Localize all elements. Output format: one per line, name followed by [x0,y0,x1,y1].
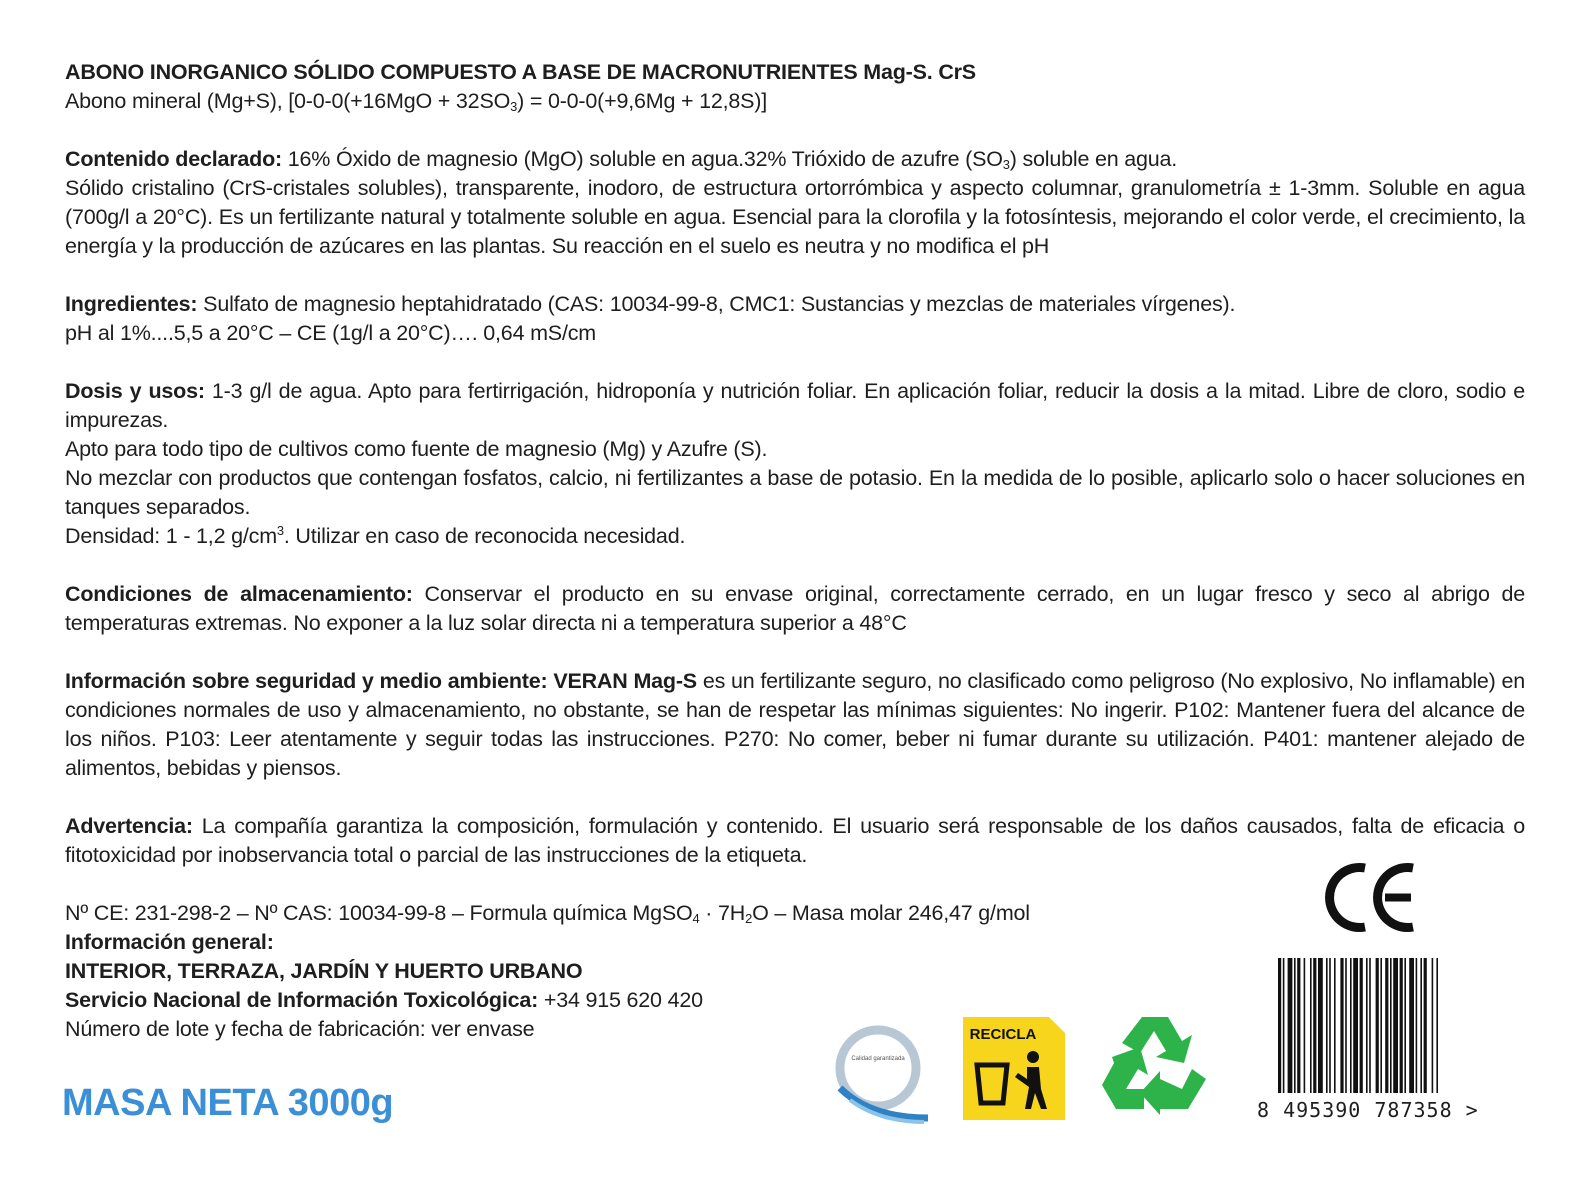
ingredientes-label: Ingredientes: [65,292,198,316]
product-title: ABONO INORGANICO SÓLIDO COMPUESTO A BASE DE MACRONUTRIENTES Mag-S. CrS [65,60,976,84]
info-general-places: INTERIOR, TERRAZA, JARDÍN Y HUERTO URBANO [65,959,583,983]
quality-logo-icon [830,1018,930,1124]
contenido-label: Contenido declarado: [65,147,282,171]
advertencia-label: Advertencia: [65,814,193,838]
dosis-cultivos: Apto para todo tipo de cultivos como fuente de magnesio (Mg) y Azufre (S). [65,437,768,461]
label-text-block [65,58,1525,1044]
advertencia: Advertencia: La compañía garantiza la composición, formulación y contenido. El usuario será responsable de los daños causados, falta de eficacia o fitotoxicidad por inobservancia total o parcial de las instrucciones de la etiqueta. [65,814,1525,867]
ph-ce: pH al 1%....5,5 a 20°C – CE (1g/l a 20°C)…. 0,64 mS/cm [65,321,596,345]
dosis-label: Dosis y usos: [65,379,205,403]
ce-mark-icon [1325,860,1420,935]
recicla-text: RECICLA [969,1026,1037,1043]
recycle-logo-icon [1098,1013,1212,1121]
contenido-declarado: Contenido declarado: 16% Óxido de magnesio (MgO) soluble en agua.32% Trióxido de azufre $(SO_3)$ soluble en agua. [65,147,1178,173]
ingredientes: Ingredientes: Sulfato de magnesio heptahidratado (CAS: 10034-99-8, CMC1: Sustancias y mezclas de materiales vírgenes). [65,292,1236,316]
info-general-label: Información general: [65,930,274,954]
recicla-logo-icon [963,1017,1065,1120]
dosis-mezclas: No mezclar con productos que contengan fosfatos, calcio, ni fertilizantes a base de potasio. En la medida de lo posible, aplicarlo solo o hacer soluciones en tanques separados. [65,466,1525,519]
seguridad-label: Información sobre seguridad y medio ambiente: VERAN Mag-S [65,669,697,693]
densidad: Densidad: 1 - 1,2 $g/cm^3$. Utilizar en caso de reconocida necesidad. [65,522,686,548]
barcode-icon [1276,958,1491,1093]
barcode-digits: 8 495390 787358 > [1257,1098,1479,1122]
seguridad: Información sobre seguridad y medio ambiente: VERAN Mag-S es un fertilizante seguro, no clasificado como peligroso (No explosivo, No inflamable) en condiciones normales de uso y almacenamiento, no obstante, se han de respetar las mínimas siguientes: No ingerir. P102: Mantener fuera del alcance de los niños. P103: Leer atentamente y seguir todas las instrucciones. P270: No comer, beber ni fumar durante su utilización. P401: mantener alejado de alimentos, bebidas y piensos. [65,669,1526,780]
identificadores: Nº CE: 231-298-2 – Nº CAS: 10034-99-8 – Formula química MgSO$_4$ · $7H_2O$ – Masa molar 246,47 g/mol [65,901,1030,927]
contenido-body: Sólido cristalino (CrS-cristales solubles), transparente, inodoro, de estructura ortorrómbica y aspecto columnar, granulometría ± 1-3mm. Soluble en agua (700g/l a 20°C). Es un fertilizante natural y totalmente soluble en agua. Esencial para la clorofila y la fotosíntesis, mejorando el color verde, el crecimiento, la energía y la producción de azúcares en las plantas. Su reacción en el suelo es neutra y no modifica el pH [65,176,1525,258]
toxicologia: Servicio Nacional de Información Toxicológica: +34 915 620 420 [65,988,703,1012]
almacenamiento-label: Condiciones de almacenamiento: [65,582,413,606]
dosis-usos: Dosis y usos: 1-3 g/l de agua. Apto para fertirrigación, hidroponía y nutrición foliar. En aplicación foliar, reducir la dosis a la mitad. Libre de cloro, sodio e impurezas. [65,379,1525,432]
product-formula: Abono mineral (Mg+S), $[0-0-0(+16MgO + 32SO_3) = 0-0-0(+9,6Mg + 12,8S)]$ [65,89,768,115]
quality-text: Calidad garantizada [851,1056,905,1062]
almacenamiento: Condiciones de almacenamiento: Conservar el producto en su envase original, correctamente cerrado, en un lugar fresco y seco al abrigo de temperaturas extremas. No exponer a la luz solar directa ni a temperatura superior a 48°C [65,582,1525,635]
net-weight: MASA NETA 3000g [62,1082,394,1124]
lote-fecha: Número de lote y fecha de fabricación: ver envase [65,1017,535,1041]
